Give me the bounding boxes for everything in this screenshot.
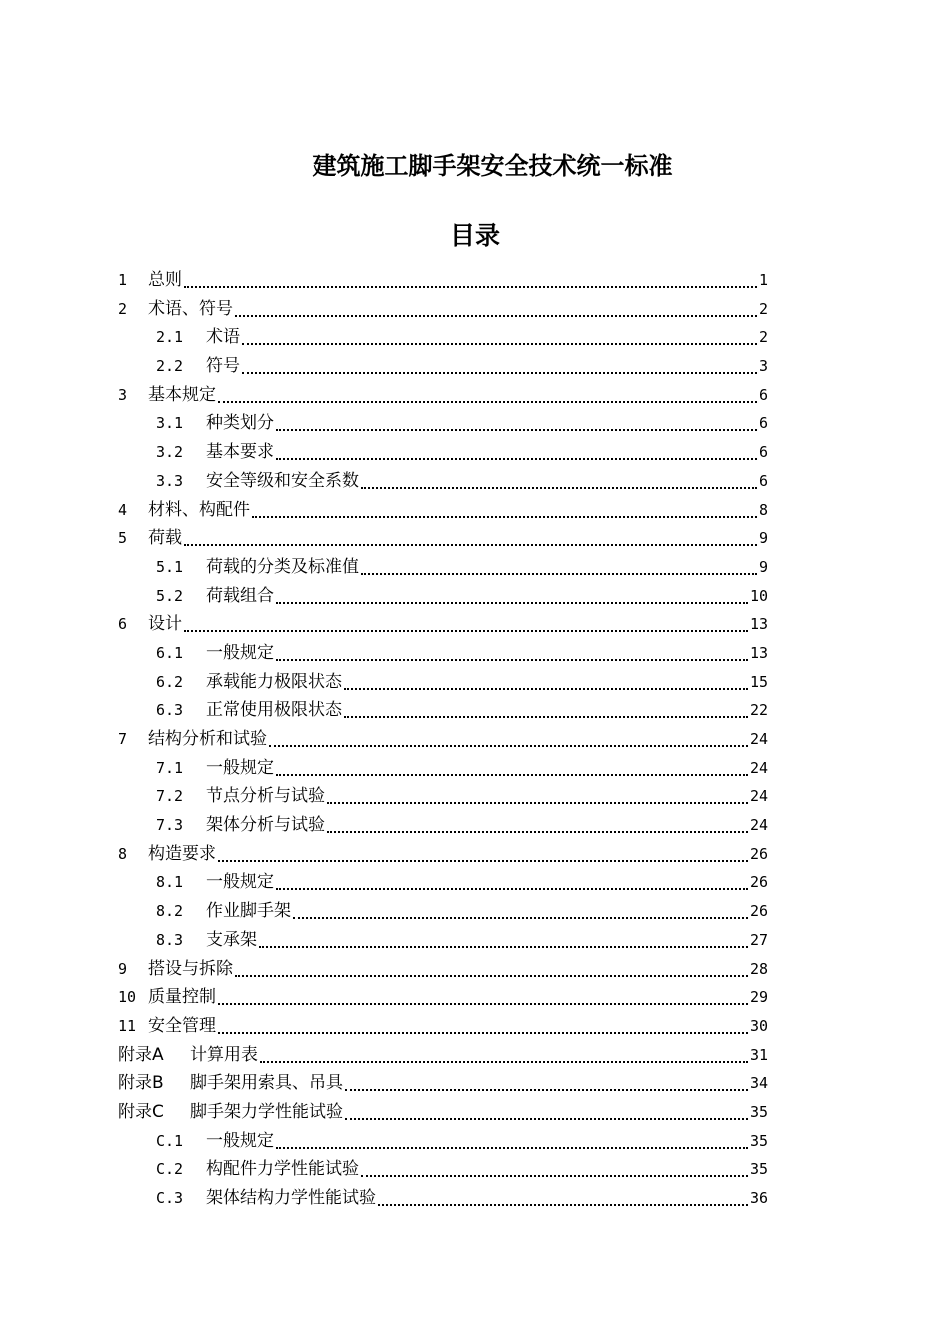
toc-entry[interactable] — [118, 868, 778, 897]
toc-entry-page-number: 6 — [758, 443, 768, 462]
toc-entry[interactable] — [118, 1155, 778, 1184]
toc-dot-leader — [293, 897, 748, 919]
toc-entry-page-number: 3 — [758, 357, 768, 376]
toc-entry-number: 2 — [118, 299, 128, 318]
toc-entry-label: 脚手架用索具、吊具 — [190, 1073, 343, 1094]
toc-entry-label: 符号 — [206, 356, 240, 377]
toc-entry-number: 7.3 — [156, 816, 184, 835]
toc-entry[interactable] — [118, 553, 778, 582]
toc-entry-label: 基本规定 — [148, 384, 216, 405]
toc-heading: 目录 — [449, 221, 500, 250]
toc-dot-leader — [344, 696, 748, 718]
toc-dot-leader — [361, 1155, 748, 1177]
toc-entry-number: 7.2 — [156, 787, 184, 806]
toc-entry[interactable] — [118, 754, 778, 783]
toc-entry-label: 安全管理 — [148, 1015, 216, 1036]
toc-dot-leader — [276, 639, 748, 661]
toc-entry-number: 11 — [118, 1016, 137, 1035]
toc-entry-number: 附录C — [118, 1101, 164, 1122]
toc-entry[interactable] — [118, 467, 778, 496]
toc-entry[interactable] — [118, 1069, 778, 1098]
toc-entry-label: 一般规定 — [206, 1130, 274, 1151]
toc-dot-leader — [276, 438, 757, 460]
toc-entry-label: 节点分析与试验 — [206, 786, 325, 807]
toc-entry-label: 正常使用极限状态 — [206, 700, 342, 721]
toc-entry[interactable] — [118, 696, 778, 725]
toc-entry[interactable] — [118, 955, 778, 984]
toc-dot-leader — [327, 782, 748, 804]
toc-entry-number: 8.2 — [156, 902, 184, 921]
toc-dot-leader — [276, 409, 757, 431]
toc-dot-leader — [259, 926, 748, 948]
toc-entry-page-number: 26 — [749, 844, 768, 863]
toc-entry-number: 8.1 — [156, 873, 184, 892]
toc-entry-number: 9 — [118, 959, 128, 978]
toc-entry-page-number: 35 — [749, 1131, 768, 1150]
toc-entry[interactable] — [118, 897, 778, 926]
toc-entry-page-number: 6 — [758, 414, 768, 433]
toc-entry[interactable] — [118, 668, 778, 697]
toc-entry[interactable] — [118, 352, 778, 381]
toc-dot-leader — [184, 524, 757, 546]
toc-entry-label: 一般规定 — [206, 872, 274, 893]
toc-entry-label: 总则 — [148, 270, 182, 290]
toc-dot-leader — [218, 983, 748, 1005]
toc-entry-label: 荷载的分类及标准值 — [206, 556, 359, 577]
toc-entry[interactable] — [118, 409, 778, 438]
toc-entry-label: 作业脚手架 — [206, 901, 291, 922]
toc-entry-page-number: 29 — [749, 988, 768, 1007]
toc-entry[interactable] — [118, 725, 778, 754]
toc-entry-label: 基本要求 — [206, 442, 274, 463]
toc-entry-page-number: 26 — [749, 873, 768, 892]
toc-entry[interactable] — [118, 983, 778, 1012]
toc-entry-label: 脚手架力学性能试验 — [190, 1101, 343, 1122]
toc-entry[interactable] — [118, 1098, 778, 1127]
toc-dot-leader — [276, 582, 748, 604]
toc-entry-number: 6.3 — [156, 701, 184, 720]
toc-entry-page-number: 15 — [749, 672, 768, 691]
toc-entry-label: 荷载 — [148, 528, 182, 549]
toc-dot-leader — [269, 725, 748, 747]
toc-entry[interactable] — [118, 438, 778, 467]
toc-entry[interactable] — [118, 524, 778, 553]
toc-dot-leader — [242, 352, 757, 374]
toc-entry-label: 术语、符号 — [148, 298, 233, 319]
toc-entry-number: 6 — [118, 615, 128, 634]
toc-entry-number: 8 — [118, 844, 128, 863]
toc-dot-leader — [260, 1041, 748, 1063]
toc-dot-leader — [276, 754, 748, 776]
toc-entry[interactable] — [118, 926, 778, 955]
toc-entry-page-number: 24 — [749, 816, 768, 835]
toc-dot-leader — [344, 668, 748, 690]
toc-entry-number: C.1 — [156, 1131, 184, 1150]
toc-dot-leader — [345, 1098, 748, 1120]
toc-entry-page-number: 6 — [758, 471, 768, 490]
toc-entry-page-number: 27 — [749, 930, 768, 949]
toc-entry-page-number: 22 — [749, 701, 768, 720]
toc-entry-number: 3.1 — [156, 414, 184, 433]
toc-entry-label: 种类划分 — [206, 413, 274, 434]
toc-entry-page-number: 30 — [749, 1016, 768, 1035]
toc-dot-leader — [235, 295, 757, 317]
toc-dot-leader — [276, 868, 748, 890]
toc-entry-number: 附录B — [118, 1073, 164, 1094]
toc-entry[interactable] — [118, 323, 778, 352]
toc-entry-label: 质量控制 — [148, 987, 216, 1008]
toc-entry-page-number: 24 — [749, 787, 768, 806]
toc-entry-page-number: 13 — [749, 643, 768, 662]
toc-entry-label: 计算用表 — [190, 1044, 258, 1065]
toc-entry-number: 2.1 — [156, 328, 184, 347]
toc-entry[interactable] — [118, 582, 778, 611]
toc-entry-page-number: 6 — [758, 385, 768, 404]
table-of-contents — [118, 266, 778, 1213]
toc-entry-number: 5 — [118, 529, 128, 548]
toc-entry-number: C.3 — [156, 1189, 184, 1207]
toc-dot-leader — [218, 1012, 748, 1034]
toc-entry-page-number: 24 — [749, 758, 768, 777]
toc-dot-leader — [218, 381, 757, 403]
toc-entry-page-number: 34 — [749, 1074, 768, 1093]
toc-dot-leader — [252, 496, 757, 518]
toc-entry[interactable] — [118, 1184, 778, 1213]
toc-entry-number: 6.1 — [156, 643, 184, 662]
toc-entry[interactable] — [118, 496, 778, 525]
toc-entry-page-number: 35 — [749, 1102, 768, 1121]
toc-entry-number: 5.1 — [156, 557, 184, 576]
toc-entry-number: 6.2 — [156, 672, 184, 691]
toc-dot-leader — [327, 811, 748, 833]
toc-entry-number: 4 — [118, 500, 128, 519]
toc-dot-leader — [242, 323, 757, 345]
toc-entry-page-number: 24 — [749, 730, 768, 748]
toc-entry-page-number: 9 — [758, 529, 768, 548]
toc-entry[interactable] — [118, 840, 778, 869]
toc-entry-label: 构配件力学性能试验 — [206, 1159, 359, 1180]
toc-entry-number: 8.3 — [156, 930, 184, 949]
toc-entry-number: 10 — [118, 988, 137, 1007]
toc-entry-label: 安全等级和安全系数 — [206, 470, 359, 491]
toc-dot-leader — [184, 610, 748, 632]
toc-entry-page-number: 2 — [758, 299, 768, 318]
toc-entry-number: 5.2 — [156, 586, 184, 605]
toc-entry-page-number: 2 — [758, 328, 768, 347]
toc-entry[interactable] — [118, 381, 778, 410]
toc-entry-label: 一般规定 — [206, 642, 274, 663]
toc-entry-number: C.2 — [156, 1160, 184, 1179]
toc-entry-label: 架体结构力学性能试验 — [206, 1188, 376, 1208]
toc-dot-leader — [218, 840, 748, 862]
toc-entry-label: 荷载组合 — [206, 585, 274, 606]
toc-entry-page-number: 36 — [749, 1189, 768, 1207]
toc-entry-label: 设计 — [148, 614, 182, 635]
toc-entry-label: 材料、构配件 — [148, 499, 250, 520]
toc-entry[interactable] — [118, 782, 778, 811]
toc-dot-leader — [235, 955, 748, 977]
toc-entry[interactable] — [118, 295, 778, 324]
toc-entry-label: 承载能力极限状态 — [206, 671, 342, 692]
toc-entry-page-number: 35 — [749, 1160, 768, 1179]
toc-entry-number: 1 — [118, 271, 128, 289]
toc-entry[interactable] — [118, 266, 778, 295]
toc-entry-label: 支承架 — [206, 929, 257, 950]
toc-entry-label: 结构分析和试验 — [148, 729, 267, 749]
toc-entry[interactable] — [118, 1127, 778, 1156]
toc-entry-page-number: 1 — [758, 271, 768, 289]
toc-entry-number: 附录A — [118, 1044, 164, 1065]
toc-entry-number: 7.1 — [156, 758, 184, 777]
toc-dot-leader — [361, 553, 757, 575]
toc-entry-page-number: 9 — [758, 557, 768, 576]
toc-entry[interactable] — [118, 610, 778, 639]
toc-dot-leader — [361, 467, 757, 489]
toc-entry-label: 构造要求 — [148, 843, 216, 864]
toc-entry-label: 搭设与拆除 — [148, 958, 233, 979]
toc-entry-label: 一般规定 — [206, 757, 274, 778]
toc-entry-number: 2.2 — [156, 357, 184, 376]
toc-entry[interactable] — [118, 811, 778, 840]
toc-entry-label: 术语 — [206, 327, 240, 348]
toc-entry-label: 架体分析与试验 — [206, 815, 325, 836]
toc-entry[interactable] — [118, 639, 778, 668]
toc-entry-number: 3.3 — [156, 471, 184, 490]
toc-dot-leader — [184, 266, 757, 288]
toc-dot-leader — [345, 1069, 748, 1091]
toc-entry-page-number: 31 — [749, 1045, 768, 1064]
toc-entry-page-number: 10 — [749, 586, 768, 605]
toc-dot-leader — [276, 1127, 748, 1149]
toc-entry[interactable] — [118, 1012, 778, 1041]
toc-entry-number: 3 — [118, 385, 128, 404]
document-title: 建筑施工脚手架安全技术统一标准 — [312, 152, 673, 180]
toc-dot-leader — [378, 1184, 748, 1206]
toc-entry[interactable] — [118, 1041, 778, 1070]
toc-entry-page-number: 8 — [758, 500, 768, 519]
toc-entry-page-number: 26 — [749, 902, 768, 921]
toc-entry-page-number: 28 — [749, 959, 768, 978]
toc-entry-number: 3.2 — [156, 443, 184, 462]
toc-entry-page-number: 13 — [749, 615, 768, 634]
toc-entry-number: 7 — [118, 730, 128, 748]
